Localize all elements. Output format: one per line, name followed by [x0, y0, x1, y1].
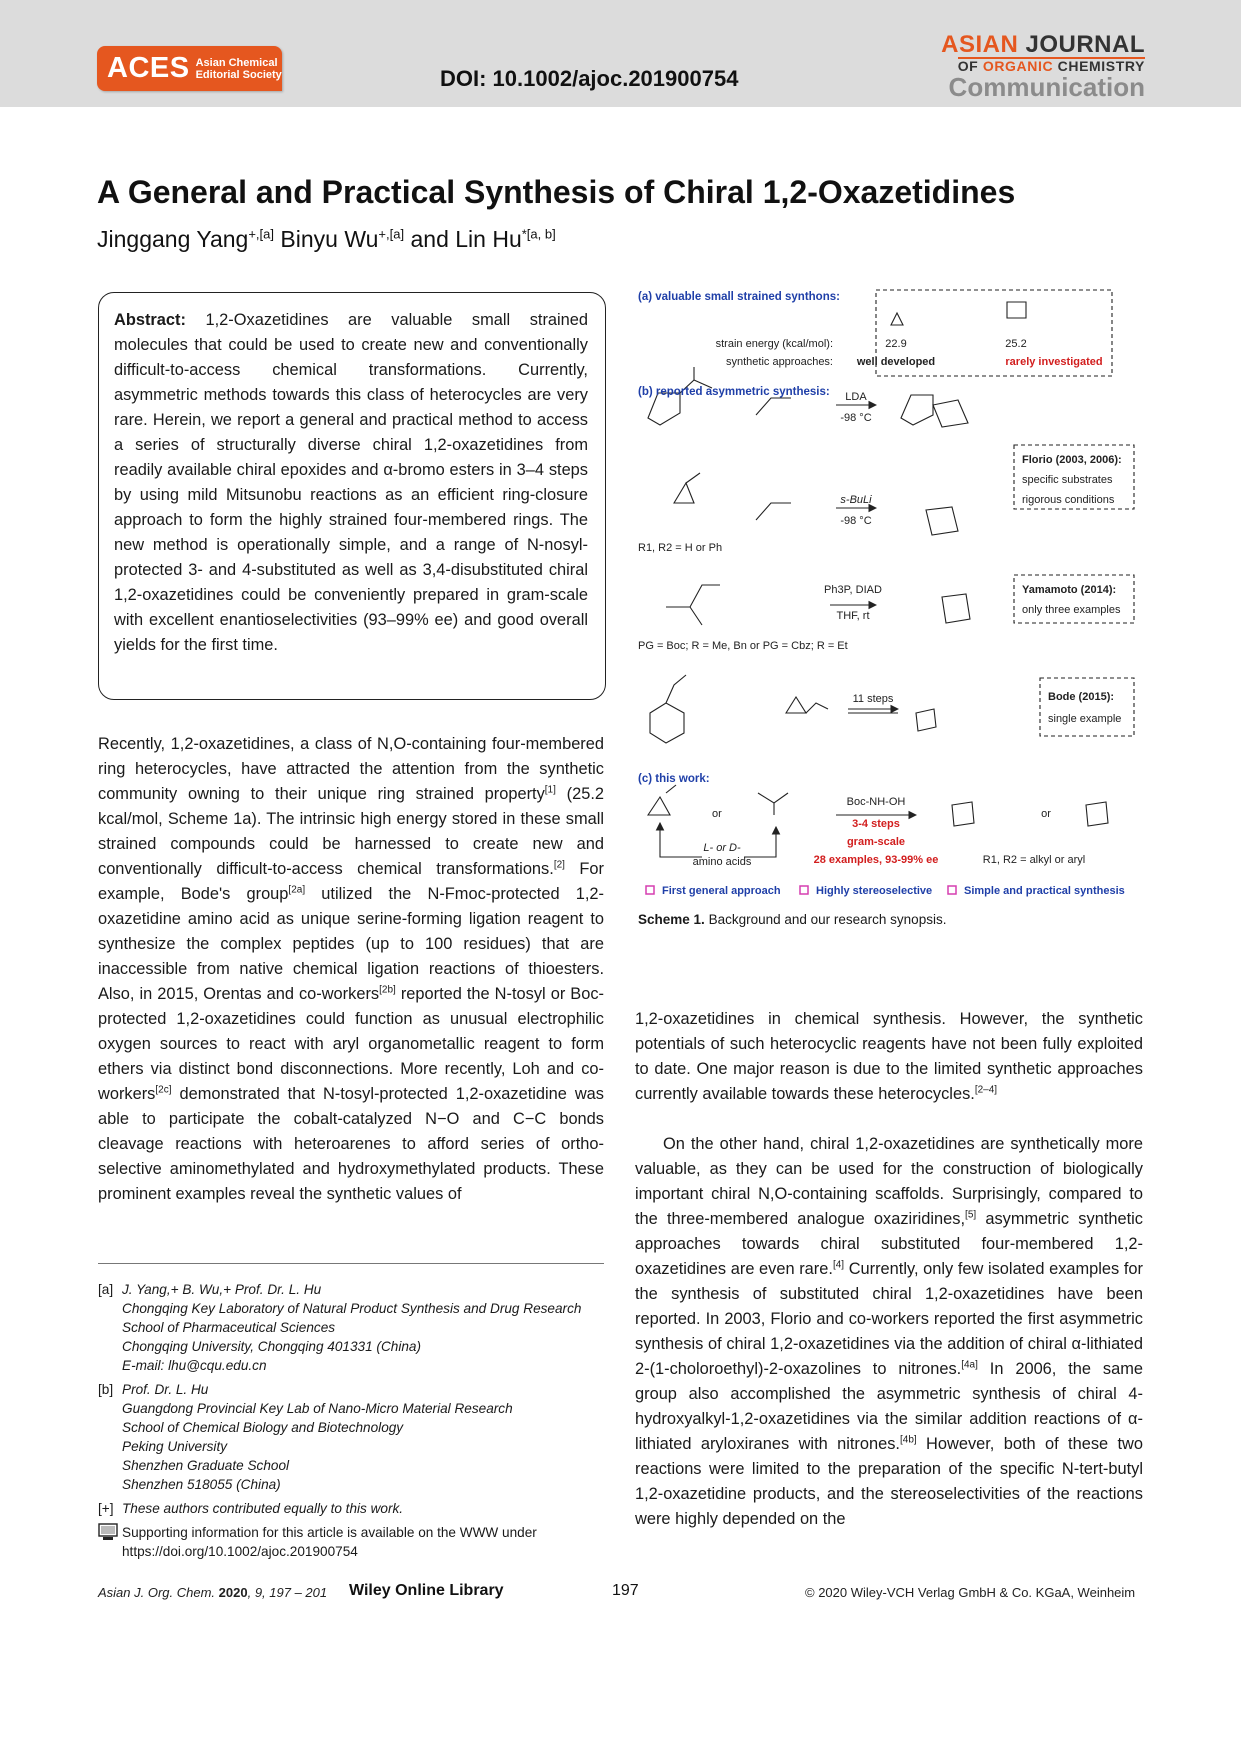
feature-bullet [646, 886, 654, 894]
scheme-caption [638, 912, 946, 927]
yamamoto-title: Yamamoto (2014): [1022, 584, 1117, 596]
affiliation-line: Shenzhen 518055 (China) [122, 1477, 281, 1492]
or-label: or [712, 808, 722, 820]
yamamoto-note: only three examples [1022, 604, 1121, 616]
amino-acids-line2: amino acids [692, 856, 752, 868]
feature-bullet [800, 886, 808, 894]
citation-ref[interactable]: [5] [965, 1209, 977, 1221]
steps-3-4: 3-4 steps [852, 818, 900, 830]
journal-volume-pages: , 9, 197 – 201 [247, 1585, 328, 1600]
strain-value-oxazetidine: 25.2 [1005, 338, 1027, 350]
temp-row2: -98 °C [840, 515, 872, 527]
journal-year: 2020 [218, 1585, 248, 1600]
feature-bullet [948, 886, 956, 894]
author-name: Binyu Wu [280, 226, 379, 252]
author-affiliation-mark: +,[a] [248, 226, 275, 242]
body-text-run: On the other hand, chiral 1,2-oxazetidines are synthetically more valuable, as they can be used for the construction of biologically important chiral N,O-containing scaffolds. Surprisingly, compared to the three-membered analogue oxaziridines, [635, 1135, 1143, 1228]
scheme-section-a: (a) valuable small strained synthons: [638, 291, 840, 303]
citation-ref[interactable]: [2–4] [974, 1084, 998, 1096]
author-affiliation-mark: *[a, b] [521, 226, 556, 242]
affiliation-line: Prof. Dr. L. Hu [122, 1382, 209, 1397]
wiley-online-library-link[interactable]: Wiley Online Library [349, 1582, 504, 1599]
affiliation-line: Shenzhen Graduate School [122, 1458, 290, 1473]
aces-logo-line1: Asian Chemical [195, 56, 278, 69]
florio-note-2: rigorous conditions [1022, 494, 1115, 506]
mitsunobu-conditions: THF, rt [836, 610, 870, 622]
body-text-run: reported the N-tosyl or Boc-protected 1,2-oxazetidines could function as unusual electrophilic oxygen sources to react with aryl organometallic reagent to form ethers via distinct bond disconnections. More recently, Loh and co-workers [98, 985, 604, 1103]
author-name: Jinggang Yang [97, 226, 249, 252]
page-number: 197 [612, 1582, 639, 1599]
scheme-figure [636, 285, 1140, 905]
reagent-sbuli: s-BuLi [840, 494, 872, 506]
supporting-info-link[interactable]: https://doi.org/10.1002/ajoc.201900754 [122, 1544, 358, 1559]
approach-oxazetidine: rarely investigated [1005, 356, 1103, 368]
body-text-run: (25.2 kcal/mol, Scheme 1a). The intrinsic high energy stored in these small strained compounds could be harnessed to create new and conventionally difficult-to-access chemical transformations. [98, 785, 604, 878]
body-text-run: Recently, 1,2-oxazetidines, a class of N,O-containing four-membered ring heterocycles, have attracted the attention from the synthetic community owning to their unique ring strained property [98, 735, 604, 803]
body-text-run: Currently, only few isolated examples for the synthesis of substituted chiral 1,2-oxazetidines have been reported. In 2003, Florio and co-workers reported the first asymmetric synthesis of chiral 1,2-oxazetidines via the addition of chiral α-lithiated 2-(1-choloroethyl)-2-oxazolines to nitrones. [635, 1260, 1143, 1378]
journal-word-asian: ASIAN [941, 31, 1019, 58]
r-substituent-note-c: R1, R2 = alkyl or aryl [982, 854, 1086, 866]
journal-word-organic: ORGANIC [982, 58, 1054, 74]
supporting-info-text: Supporting information for this article is available on the WWW under [122, 1525, 537, 1540]
bode-note: single example [1048, 713, 1122, 725]
synthetic-approaches-label: synthetic approaches: [725, 356, 833, 368]
strain-value-oxaziridine: 22.9 [885, 338, 907, 350]
journal-word-of: OF [957, 58, 979, 74]
aces-logo-line2: Editorial Society [195, 68, 282, 81]
bode-title: Bode (2015): [1048, 691, 1115, 703]
body-text-run: 1,2-oxazetidines in chemical synthesis. However, the synthetic potentials of such heterocyclic reagents have not been fully exploited to date. One major reason is due to the limited synthetic approaches currently available towards these heterocycles. [635, 1010, 1143, 1103]
gram-scale: gram-scale [846, 836, 906, 848]
florio-title: Florio (2003, 2006): [1022, 454, 1122, 466]
temp-row1: -98 °C [840, 412, 872, 424]
affiliation-line: Guangdong Provincial Key Lab of Nano-Micro Material Research [122, 1401, 513, 1416]
aces-logo-subtitle [196, 57, 282, 81]
affiliation-email[interactable]: E-mail: lhu@cqu.edu.cn [122, 1358, 267, 1373]
author-list [97, 226, 556, 253]
abstract-label: Abstract: [114, 311, 186, 329]
journal-citation [98, 1585, 327, 1600]
journal-word-chemistry: CHEMISTRY [1057, 58, 1145, 74]
boc-reagent: Boc-NH-OH [846, 796, 906, 808]
journal-word-journal: JOURNAL [1025, 31, 1145, 58]
affiliation-line: J. Yang,+ B. Wu,+ Prof. Dr. L. Hu [122, 1282, 322, 1297]
equal-contribution-note: These authors contributed equally to this work. [122, 1501, 404, 1516]
r-substituent-note: R1, R2 = H or Ph [638, 542, 723, 554]
affiliations [98, 1280, 608, 1561]
citation-ref[interactable]: [4] [832, 1259, 845, 1271]
pg-note: PG = Boc; R = Me, Bn or PG = Cbz; R = Et [638, 640, 848, 652]
author-affiliation-mark: +,[a] [378, 226, 405, 242]
amino-acids-line1: L- or D- [703, 842, 741, 854]
scheme-section-c: (c) this work: [638, 773, 710, 785]
approach-oxaziridine: well developed [856, 356, 936, 368]
scheme-caption-text: Background and our research synopsis. [708, 912, 947, 927]
feature-first-general: First general approach [662, 885, 781, 897]
florio-note-1: specific substrates [1022, 474, 1113, 486]
copyright: © 2020 Wiley-VCH Verlag GmbH & Co. KGaA, Weinheim [805, 1585, 1136, 1600]
scheme-caption-label: Scheme 1. [638, 912, 705, 927]
affiliation-tag-a: [a] [98, 1282, 114, 1297]
body-paragraph-right-1 [635, 1007, 1143, 1107]
citation-ref[interactable]: [2a] [288, 884, 306, 896]
article-title: A General and Practical Synthesis of Chiral 1,2-Oxazetidines [97, 174, 1016, 210]
citation-ref[interactable]: [1] [544, 784, 556, 796]
bode-box [1040, 678, 1134, 736]
equal-contribution-tag: [+] [98, 1501, 114, 1516]
body-paragraph-left [98, 732, 604, 1207]
journal-logo [940, 32, 1145, 100]
body-text-run: However, both of these two reactions were limited to the preparation of the specific N-tert-butyl 1,2-oxazetidine products, and the stereoselectivities of the reactions were highly depended on the [635, 1435, 1143, 1528]
body-text-run: utilized the N-Fmoc-protected 1,2-oxazetidine amino acid as unique serine-forming ligation reagent to synthesize the complex peptides (up to 100 residues) that are inaccessible from native chemical ligation reactions of thioesters. Also, in 2015, Orentas and co-workers [98, 885, 604, 1003]
citation-ref[interactable]: [2c] [155, 1084, 172, 1096]
affiliation-line: School of Chemical Biology and Biotechnology [122, 1420, 404, 1435]
affiliation-line: Chongqing University, Chongqing 401331 (China) [122, 1339, 421, 1354]
body-text-run: In 2006, the same group also accomplished the asymmetric synthesis of chiral 4-hydroxyalkyl-1,2-oxazetidines via the similar addition reactions of α-lithiated aryloxiranes with nitrones. [635, 1360, 1143, 1453]
author-conjunction: and [410, 226, 449, 252]
abstract-text: 1,2-Oxazetidines are valuable small strained molecules that could be used to create new and conventionally difficult-to-access chemical transformations. Currently, asymmetric methods towards this class of heterocycles are very rare. Herein, we report a general and practical method to access a series of structurally diverse chiral 1,2-oxazetidines from readily available chiral epoxides and α-bromo esters in 3–4 steps by using mild Mitsunobu reactions as an efficient ring-closure approach to form the highly strained four-membered rings. The new method is operationally simple, and a range of N-nosyl-protected 3- and 4-substituted as well as 3,4-disubstituted chiral 1,2-oxazetidines could be conveniently prepared in gram-scale with excellent enantioselectivities (93–99% ee) and good overall yields for the first time. [114, 311, 589, 654]
article-type: Communication [948, 72, 1145, 102]
reagent-lda: LDA [845, 391, 867, 403]
feature-stereoselective: Highly stereoselective [816, 885, 933, 897]
scheme-svg [636, 285, 1140, 900]
body-text-run: For example, Bode's group [98, 860, 604, 903]
eleven-steps: 11 steps [852, 693, 894, 705]
citation-ref[interactable]: [4b] [899, 1434, 917, 1446]
aces-logo-text: ACES [107, 52, 190, 84]
affiliation-line: School of Pharmaceutical Sciences [122, 1320, 336, 1335]
footnote-rule [98, 1263, 604, 1264]
examples-ee: 28 examples, 93-99% ee [813, 854, 939, 866]
doi[interactable]: DOI: 10.1002/ajoc.201900754 [440, 66, 739, 91]
affiliation-line: Peking University [122, 1439, 228, 1454]
aces-logo [97, 46, 282, 91]
strain-energy-label: strain energy (kcal/mol): [715, 338, 833, 350]
computer-icon [98, 1523, 122, 1561]
affiliation-tag-b: [b] [98, 1382, 114, 1397]
author-name: Lin Hu [455, 226, 522, 252]
body-paragraph-right-2 [635, 1132, 1143, 1532]
body-text-run: asymmetric synthetic approaches towards chiral substituted four-membered 1,2-oxazetidines are even rare. [635, 1210, 1143, 1278]
citation-ref[interactable]: [4a] [961, 1359, 978, 1371]
affiliation-line: Chongqing Key Laboratory of Natural Product Synthesis and Drug Research [122, 1301, 582, 1316]
body-text-run: demonstrated that N-tosyl-protected 1,2-oxazetidine was able to participate the cobalt-catalyzed N−O and C−C bonds cleavage reactions with heteroarenes to afford series of ortho-selective aminomethylated and hydroxymethylated products. These prominent examples reveal the synthetic values of [98, 1085, 604, 1203]
feature-simple-practical: Simple and practical synthesis [964, 885, 1125, 897]
journal-abbrev: Asian J. Org. Chem. [98, 1585, 216, 1600]
or-label-products: or [1041, 808, 1051, 820]
scheme-section-b: (b) reported asymmetric synthesis: [638, 386, 830, 398]
abstract [114, 308, 588, 658]
citation-ref[interactable]: [2b] [379, 984, 396, 996]
mitsunobu-reagents: Ph3P, DIAD [824, 584, 882, 596]
citation-ref[interactable]: [2] [553, 859, 565, 871]
